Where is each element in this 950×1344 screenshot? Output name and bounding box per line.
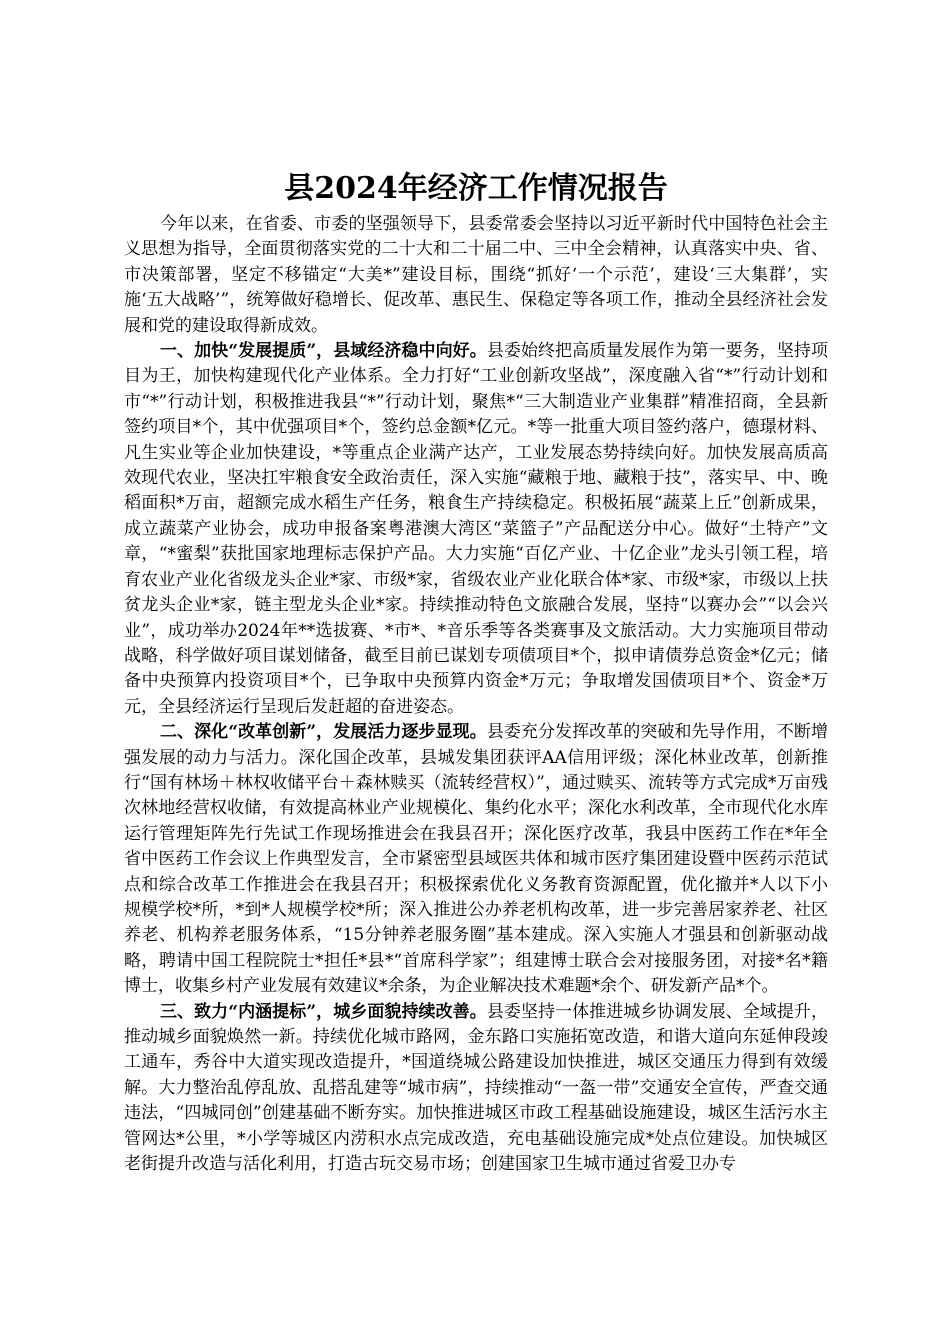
paragraph-text: 县委充分发挥改革的突破和先导作用，不断增强发展的动力与活力。深化国企改革，县城发集团获评AA信用评级；深化林业改革，创新推行“国有林场＋林权收储平台＋森林赎买（流转经营权）”，通过赎买、流转等方式完成*万亩残次林地经营权收储，有效提高林业产业规模化、集约化水平；深化水利改革，全市现代化水库运行管理矩阵先行先试工作现场推进会在我县召开；深化医疗改革，我县中医药工作在*年全省中医药工作会议上作典型发言，全市紧密型县域医共体和城市医疗集团建设暨中医药示范试点和综合改革工作推进会在我县召开；积极探索优化义务教育资源配置，优化撤并*人以下小规模学校*所，*到*人规模学校*所；深入推进公办养老机构改革，进一步完善居家养老、社区养老、机构养老服务体系，“15分钟养老服务圈”基本建成。深入实施人才强县和创新驱动战略，聘请中国工程院院士*担任*县*“首席科学家”；组建博士联合会对接服务团，对接*名*籍博士，收集乡村产业发展有效建议*余条，为企业解决技术难题*余个、研发新产品*个。 xyxy=(124,722,828,997)
paragraph-section-3 xyxy=(124,1000,828,1178)
paragraph-text: 今年以来，在省委、市委的坚强领导下，县委常委会坚持以习近平新时代中国特色社会主义思想为指导，全面贯彻落实党的二十大和二十届二中、三中全会精神，认真落实中央、省、市决策部署，坚定不移锚定“大美*”建设目标，围绕“抓好‘一个示范’，建设‘三大集群’，实施‘五大战略’”，统筹做好稳增长、促改革、惠民生、保稳定等各项工作，推动全县经济社会发展和党的建设取得新成效。 xyxy=(124,214,828,336)
paragraph-section-1 xyxy=(124,339,828,720)
paragraph-intro xyxy=(124,212,828,339)
section-heading: 一、加快“发展提质”，县域经济稳中向好。 xyxy=(160,341,487,362)
section-heading: 三、致力“内涵提标”，城乡面貌持续改善。 xyxy=(160,1001,487,1022)
section-heading: 二、深化“改革创新”，发展活力逐步显现。 xyxy=(160,722,487,743)
paragraph-text: 县委始终把高质量发展作为第一要务，坚持项目为王，加快构建现代化产业体系。全力打好“工业创新攻坚战”，深度融入省“*”行动计划和市“*”行动计划，积极推进我县“*”行动计划，聚焦*“三大制造业产业集群”精准招商，全县新签约项目*个，其中优强项目*个，签约总金额*亿元。*等一批重大项目签约落户，德璟材料、凡生实业等企业加快建设，*等重点企业满产达产，工业发展态势持续向好。加快发展高质高效现代农业，坚决扛牢粮食安全政治责任，深入实施“藏粮于地、藏粮于技”，落实早、中、晚稻面积*万亩，超额完成水稻生产任务，粮食生产持续稳定。积极拓展“蔬菜上丘”创新成果，成立蔬菜产业协会，成功申报备案粤港澳大湾区“菜篮子”产品配送分中心。做好“土特产”文章，“*蜜梨”获批国家地理标志保护产品。大力实施“百亿产业、十亿企业”龙头引领工程，培育农业产业化省级龙头企业*家、市级*家，省级农业产业化联合体*家、市级*家，市级以上扶贫龙头企业*家，链主型龙头企业*家。持续推动特色文旅融合发展，坚持“以赛办会”“以会兴业”，成功举办2024年**选拔赛、*市*、*音乐季等各类赛事及文旅活动。大力实施项目带动战略，科学做好项目谋划储备，截至目前已谋划专项债项目*个，拟申请债券总资金*亿元；储备中央预算内投资项目*个，已争取中央预算内资金*万元；争取增发国债项目*个、资金*万元，全县经济运行呈现后发赶超的奋进姿态。 xyxy=(124,341,828,717)
paragraph-text: 县委坚持一体推进城乡协调发展、全域提升，推动城乡面貌焕然一新。持续优化城市路网，金东路口实施拓宽改造，和谐大道向东延伸段竣工通车，秀谷中大道实现改造提升，*国道绕城公路建设加快推进，城区交通压力得到有效缓解。大力整治乱停乱放、乱搭乱建等“城市病”，持续推动“一盔一带”交通安全宣传，严查交通违法，“四城同创”创建基础不断夯实。加快推进城区市政工程基础设施建设，城区生活污水主管网达*公里，*小学等城区内涝积水点完成改造，充电基础设施完成*处点位建设。加快城区老街提升改造与活化利用，打造古玩交易市场；创建国家卫生城市通过省爱卫办专 xyxy=(124,1001,828,1175)
document-title: 县2024年经济工作情况报告 xyxy=(284,171,668,206)
document-page xyxy=(124,168,828,1177)
paragraph-section-2 xyxy=(124,720,828,999)
